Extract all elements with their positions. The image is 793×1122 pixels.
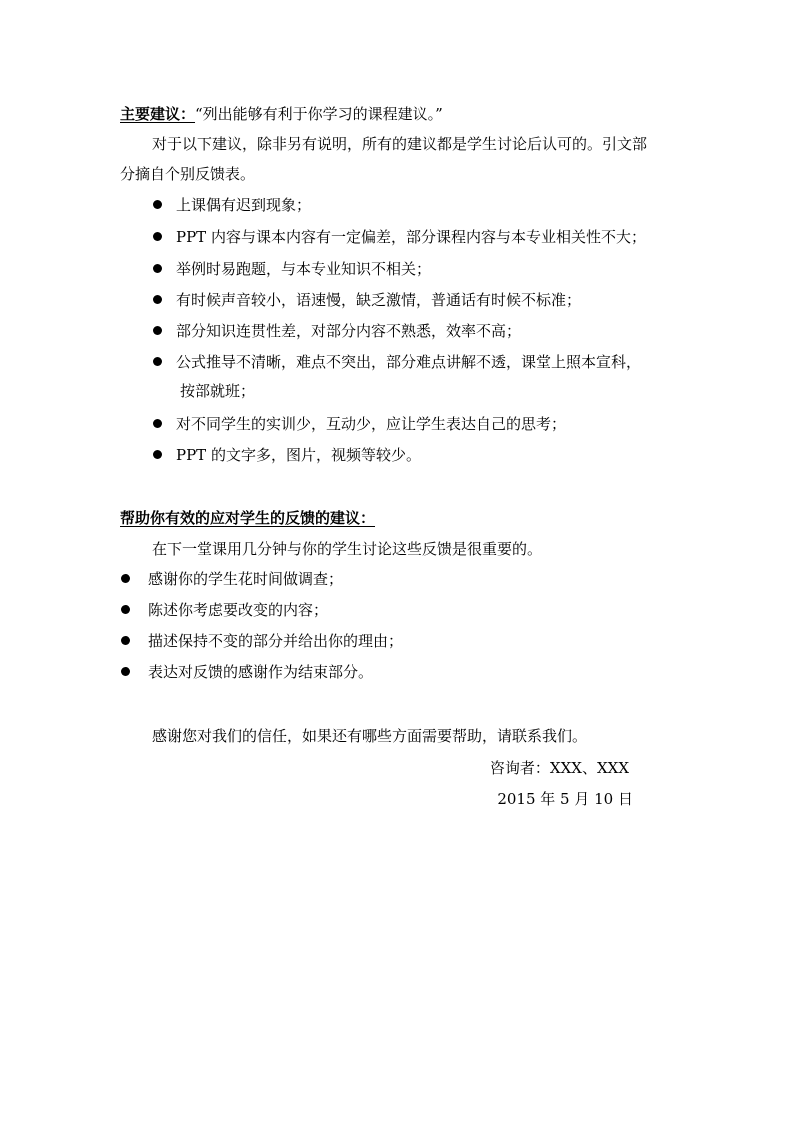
- section1-item: 部分知识连贯性差，对部分内容不熟悉，效率不高；: [176, 322, 522, 340]
- bullet-icon: [121, 667, 130, 676]
- bullet-icon: [153, 326, 162, 335]
- bullet-icon: [153, 419, 162, 428]
- section1-item-continuation: 按部就班；: [180, 382, 256, 400]
- section1-heading-line: [120, 104, 443, 124]
- bullet-icon: [153, 450, 162, 459]
- section1-item: 公式推导不清晰，难点不突出，部分难点讲解不透，课堂上照本宣科，: [176, 353, 642, 371]
- bullet-icon: [153, 264, 162, 273]
- section1-item: 有时候声音较小，语速慢，缺乏激情，普通话有时候不标准；: [176, 291, 582, 309]
- section1-item: 举例时易跑题，与本专业知识不相关；: [176, 260, 432, 278]
- section2-item: 表达对反馈的感谢作为结束部分。: [148, 663, 374, 681]
- bullet-icon: [153, 232, 162, 241]
- section2-item: 描述保持不变的部分并给出你的理由；: [148, 632, 404, 650]
- section2-heading-line: [120, 508, 375, 528]
- section2-item: 感谢你的学生花时间做调查；: [148, 570, 344, 588]
- closing-date: 2015 年 5 月 10 日: [497, 790, 633, 808]
- section1-item: PPT 的文字多，图片，视频等较少。: [176, 446, 421, 464]
- section1-item: PPT 内容与课本内容有一定偏差，部分课程内容与本专业相关性不大；: [176, 228, 646, 246]
- bullet-icon: [121, 574, 130, 583]
- bullet-icon: [121, 605, 130, 614]
- section2-heading: 帮助你有效的应对学生的反馈的建议：: [120, 509, 376, 527]
- closing-consultant: 咨询者：XXX、XXX: [489, 759, 629, 777]
- section2-item: 陈述你考虑要改变的内容；: [148, 601, 329, 619]
- section1-item: 上课偶有迟到现象；: [176, 196, 312, 214]
- bullet-icon: [153, 357, 162, 366]
- section1-item: 对不同学生的实训少，互动少，应让学生表达自己的思考；: [176, 415, 567, 433]
- section1-heading-quote: “列出能够有利于你学习的课程建议。”: [195, 105, 443, 123]
- closing-thanks: 感谢您对我们的信任，如果还有哪些方面需要帮助，请联系我们。: [152, 727, 588, 745]
- bullet-icon: [121, 636, 130, 645]
- section1-intro-line1: 对于以下建议，除非另有说明，所有的建议都是学生讨论后认可的。引文部: [152, 135, 648, 153]
- section1-heading: 主要建议：: [120, 105, 196, 123]
- section1-intro-line2: 分摘自个别反馈表。: [120, 165, 256, 183]
- bullet-icon: [153, 200, 162, 209]
- bullet-icon: [153, 295, 162, 304]
- section2-intro: 在下一堂课用几分钟与你的学生讨论这些反馈是很重要的。: [152, 540, 543, 558]
